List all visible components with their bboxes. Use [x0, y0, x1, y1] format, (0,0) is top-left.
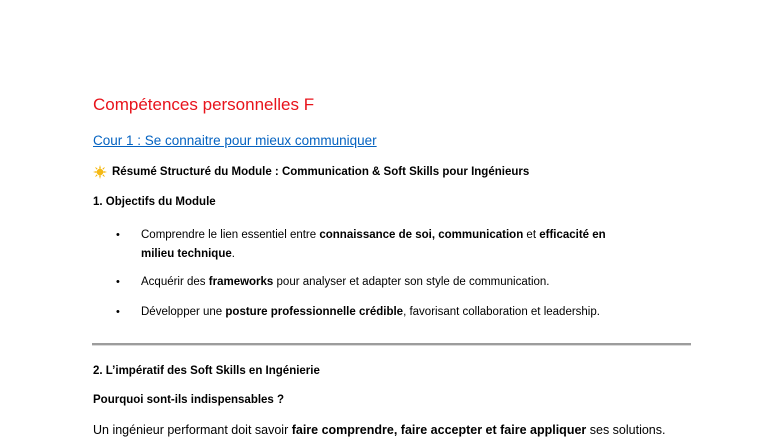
bold-run: milieu technique: [141, 248, 232, 260]
text-run: .: [231, 248, 235, 260]
page-title: Compétences personnelles F: [93, 95, 315, 114]
text-run: pour analyser et adapter son style de communication.: [273, 276, 550, 288]
bold-run: connaissance de soi, communication: [319, 229, 524, 241]
course-link[interactable]: Cour 1 : Se connaitre pour mieux communiquer: [93, 133, 377, 148]
summary-heading-text: Résumé Structuré du Module : Communication & Soft Skills pour Ingénieurs: [112, 166, 530, 178]
bullet-marker: •: [116, 276, 120, 288]
bullet-marker: •: [116, 306, 120, 318]
sun-icon: [93, 165, 107, 179]
objectives-heading: 1. Objectifs du Module: [93, 196, 216, 208]
text-run: Un ingénieur performant doit savoir: [93, 423, 292, 437]
bold-run: faire comprendre, faire accepter et faire appliquer: [291, 423, 587, 437]
bullet-marker: •: [116, 229, 120, 241]
text-run: , favorisant collaboration et leadership.: [403, 306, 600, 318]
text-run: Comprendre le lien essentiel entre: [141, 229, 320, 241]
bold-run: efficacité en: [539, 229, 606, 241]
objective-text-3: [141, 303, 676, 322]
imperative-heading: 2. L’impératif des Soft Skills en Ingénierie: [93, 365, 320, 377]
text-run: Acquérir des: [141, 276, 209, 288]
horizontal-rule: [92, 343, 691, 346]
text-run: et: [523, 229, 540, 241]
text-run: ses solutions.: [586, 423, 666, 437]
objective-text-2: [141, 273, 676, 292]
bold-run: posture professionnelle crédible: [225, 306, 404, 318]
body-paragraph: [93, 423, 666, 437]
objective-text-1: [141, 226, 676, 264]
why-heading: Pourquoi sont-ils indispensables ?: [93, 394, 285, 406]
text-run: Développer une: [141, 306, 226, 318]
bold-run: frameworks: [208, 276, 274, 288]
summary-heading: [93, 165, 529, 179]
